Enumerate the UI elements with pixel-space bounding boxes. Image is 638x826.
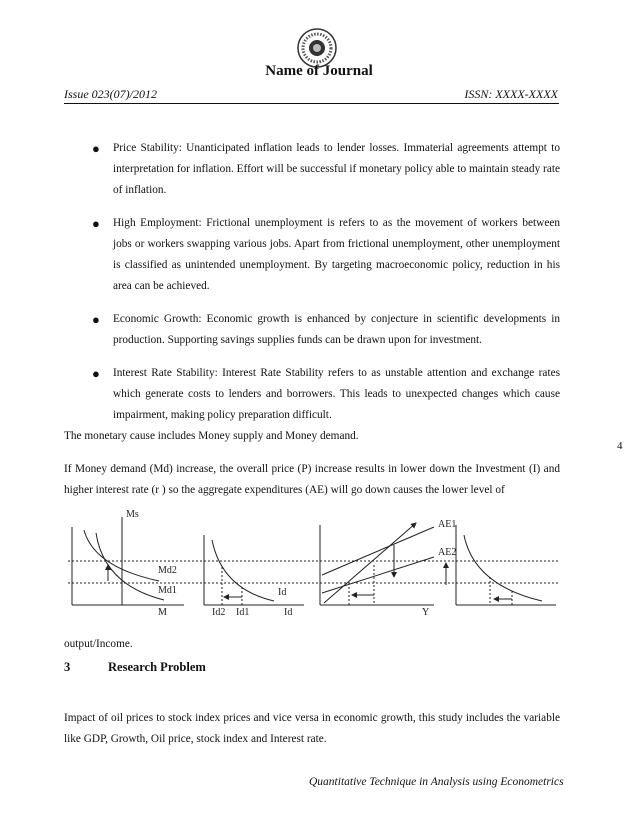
journal-seal-icon	[297, 28, 337, 68]
label-ae2: AE2	[438, 547, 457, 558]
section-heading	[64, 660, 206, 675]
journal-name: Name of Journal	[265, 63, 373, 79]
bullet-price-stability	[86, 138, 560, 201]
bullet-high-employment	[86, 213, 560, 297]
section-title: Research Problem	[108, 660, 206, 674]
bullet-interest-rate-stability	[86, 363, 560, 426]
curve	[464, 535, 542, 601]
bullet-text: Economic Growth: Economic growth is enhanced by conjecture in scientific developments in production. Supporting savings supplies funds can be drawn upon for investment.	[113, 313, 560, 346]
issn: ISSN: XXXX-XXXX	[464, 87, 558, 101]
panel-investment	[204, 535, 304, 605]
bullet-text: Price Stability: Unanticipated inflation leads to lender losses. Immaterial agreements attempt to interpretation for inflation. Effort will be successful if monetary policy able to maintain steady rate of inflation.	[113, 142, 560, 196]
label-md2: Md2	[158, 565, 177, 576]
bullet-list	[86, 138, 560, 438]
bullet-dot-icon: ●	[92, 216, 100, 231]
footer-title: Quantitative Technique in Analysis using Econometrics	[309, 776, 564, 788]
panel-aggregate-expenditure	[320, 523, 434, 605]
panel-interest-output	[446, 525, 556, 605]
money-demand-figure	[64, 505, 560, 630]
paragraph-output-income: output/Income.	[64, 638, 133, 650]
paragraph-monetary-cause: The monetary cause includes Money supply and Money demand.	[64, 430, 359, 442]
page-number: 4	[617, 440, 623, 452]
label-y: Y	[422, 607, 430, 618]
investment-curve	[212, 540, 274, 601]
label-id-axis: Id	[284, 607, 293, 618]
ae1-line	[322, 527, 434, 575]
bullet-dot-icon: ●	[92, 312, 100, 327]
bullet-dot-icon: ●	[92, 141, 100, 156]
bullet-text: High Employment: Frictional unemployment is refers to as the movement of workers between jobs or workers swapping various jobs. Apart from frictional unemployment, other unemployment is classified as unintended unemployment. By targeting macroeconomic policy, reduction in his area can be achieved.	[113, 217, 560, 292]
section-number: 3	[64, 660, 71, 674]
label-m: M	[158, 607, 167, 618]
label-md1: Md1	[158, 585, 177, 596]
bullet-dot-icon: ●	[92, 366, 100, 381]
label-id1: Id1	[236, 607, 250, 618]
label-ae1: AE1	[438, 519, 457, 530]
ae2-line	[322, 557, 434, 593]
label-ms: Ms	[126, 509, 139, 520]
bullet-economic-growth	[86, 309, 560, 351]
money-demand-curve-md1	[96, 533, 164, 600]
header-divider	[64, 103, 559, 104]
label-id2: Id2	[212, 607, 226, 618]
paragraph-money-demand: If Money demand (Md) increase, the overall price (P) increase results in lower down the Investment (I) and higher interest rate (r ) so the aggregate expenditures (AE) will go down causes the lower level of	[64, 463, 560, 496]
forty-five-degree-line	[324, 523, 416, 603]
bullet-text: Interest Rate Stability: Interest Rate Stability refers to as unstable attention and exchange rates which generate costs to lenders and borrowers. This leads to unexpected changes which cause impairment, making policy preparation difficult.	[113, 367, 560, 421]
issue-number: Issue 023(07)/2012	[64, 87, 157, 101]
paragraph-research-problem: Impact of oil prices to stock index prices and vice versa in economic growth, this study includes the variable like GDP, Growth, Oil price, stock index and Interest rate.	[64, 712, 560, 745]
label-id-curve: Id	[278, 587, 287, 598]
